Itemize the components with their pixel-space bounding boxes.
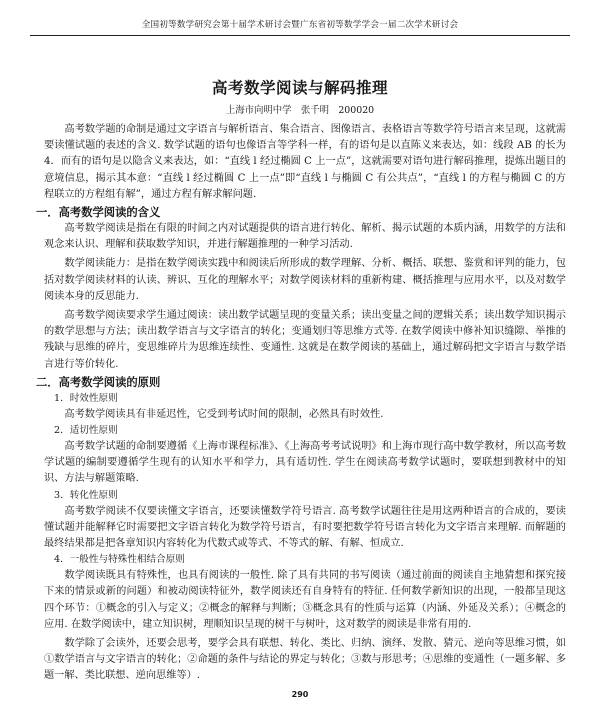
body-paragraph: 高考数学阅读是指在有限的时间之内对试题提供的语言进行转化、解析、揭示试题的本质内涵，用数学的方法和观念来认识、理解和获取数学知识，并进行解题推理的一种学习活动. [44, 223, 566, 251]
subsection-heading-generality: 4．一般性与特殊性相结合原则 [54, 554, 185, 566]
body-paragraph: 高考数学阅读要求学生通过阅读：读出数学试题呈现的变量关系；读出变量之间的逻辑关系；读出数学知识揭示的数学思想与方法；读出数学语言与文字语言的转化；变通划归等思维方式等. 在数学阅读中修补知识缝隙、举推的残缺与思维的碎片，变思维碎片为思维连续性、变通性. 这就是在数学阅读的基础上，通过解码把文字语言与数学语言进行等价转化. [44, 310, 566, 370]
intro-paragraph: 高考数学题的命制是通过文字语言与解析语言、集合语言、图像语言、表格语言等数学符号语言来呈现，这就需要读懂试题的表述的含义. 数学试题的语句也像语言等学科一样，有的语句是以直陈义来表达，如：线段 AB 的长为 4．而有的语句是以隐含义来表达，如：“直线 l 经过椭圆 C 上一点”，这就需要对语句进行解码推理，提炼出题目的意境信息，揭示其本意：“直线 l 经过椭圆 C 上一点”即“直线 l 与椭圆 C 有公共点”，“直线 l 的方程与椭圆 C 的方程联立的方程组有解”，通过方程有解求解问题. [44, 124, 566, 200]
page-number: 290 [291, 690, 309, 699]
subsection-heading-suitability: 2．适切性原则 [54, 425, 118, 437]
subsection-heading-conversion: 3．转化性原则 [54, 489, 118, 501]
running-header: 全国初等数学研究会第十届学术研讨会暨广东省初等数学学会一届二次学术研讨会 [141, 20, 459, 30]
body-paragraph: 数学除了会读外，还要会思考，要学会具有联想、转化、类比、归纳、演绎、发散、猜元、逆向等思维习惯，如①数学语言与文字语言的转化；②命题的条件与结论的界定与转化；③数与形思考；④思维的变通性（一题多解、多题一解、类比联想、逆向思维等）. [44, 638, 566, 682]
subsection-heading-timeliness: 1．时效性原则 [54, 392, 118, 404]
section-heading-principles: 二．高考数学阅读的原则 [36, 375, 161, 389]
body-paragraph: 高考数学阅读不仅要读懂文字语言，还要读懂数学符号语言. 高考数学试题往往是用这两种语言的合成的，要读懂试题并能解释它时需要把文字语言转化为数学符号语言，有时要把数学符号语言转化为文字语言来理解. 而解题的最终结果都是把各章知识内容转化为代数式或等式、不等式的解、有解、恒成立. [44, 505, 566, 550]
body-paragraph: 高考数学试题的命制要遵循《上海市课程标准》、《上海高考考试说明》和上海市现行高中数学教材，所以高考数学试题的编制要遵循学生现有的认知水平和学力，具有适切性. 学生在阅读高考数学试题时，要联想到教材中的知识、方法与解题策略. [44, 441, 566, 485]
article-byline: 上海市向明中学 张千明 200020 [225, 105, 375, 116]
section-heading-meaning: 一．高考数学阅读的含义 [36, 206, 161, 220]
header-rule [30, 35, 570, 36]
body-paragraph: 高考数学阅读具有非延迟性，它受到考试时间的限制，必然具有时效性. [64, 408, 384, 420]
body-paragraph: 数学阅读既具有特殊性，也具有阅读的一般性. 除了具有共同的书写阅读（通过前面的阅读自主地猜想和探究接下来的情景或新的问题）和被动阅读特征外，数学阅读还有自身特有的特征. 任何数学新知识的出现，一般都呈现这四个环节：①概念的引入与定义；②概念的解释与判断；③概念具有的性质与运算（内涵、外延及关系）；④概念的应用. 在数学阅读中，建立知识树，理顺知识呈现的树干与树叶，这对数学的阅读是非常有用的. [44, 570, 566, 630]
article-title: 高考数学阅读与解码推理 [211, 79, 388, 97]
article-body [36, 122, 566, 685]
body-paragraph: 数学阅读能力：是指在数学阅读实践中和阅读后所形成的数学理解、分析、概括、联想、鉴赏和评判的能力，包括对数学阅读材料的认读、辨识、互化的理解水平；对数学阅读材料的重新构建、概括推理与应用水平，以及对数学阅读本身的反思能力. [44, 258, 566, 302]
